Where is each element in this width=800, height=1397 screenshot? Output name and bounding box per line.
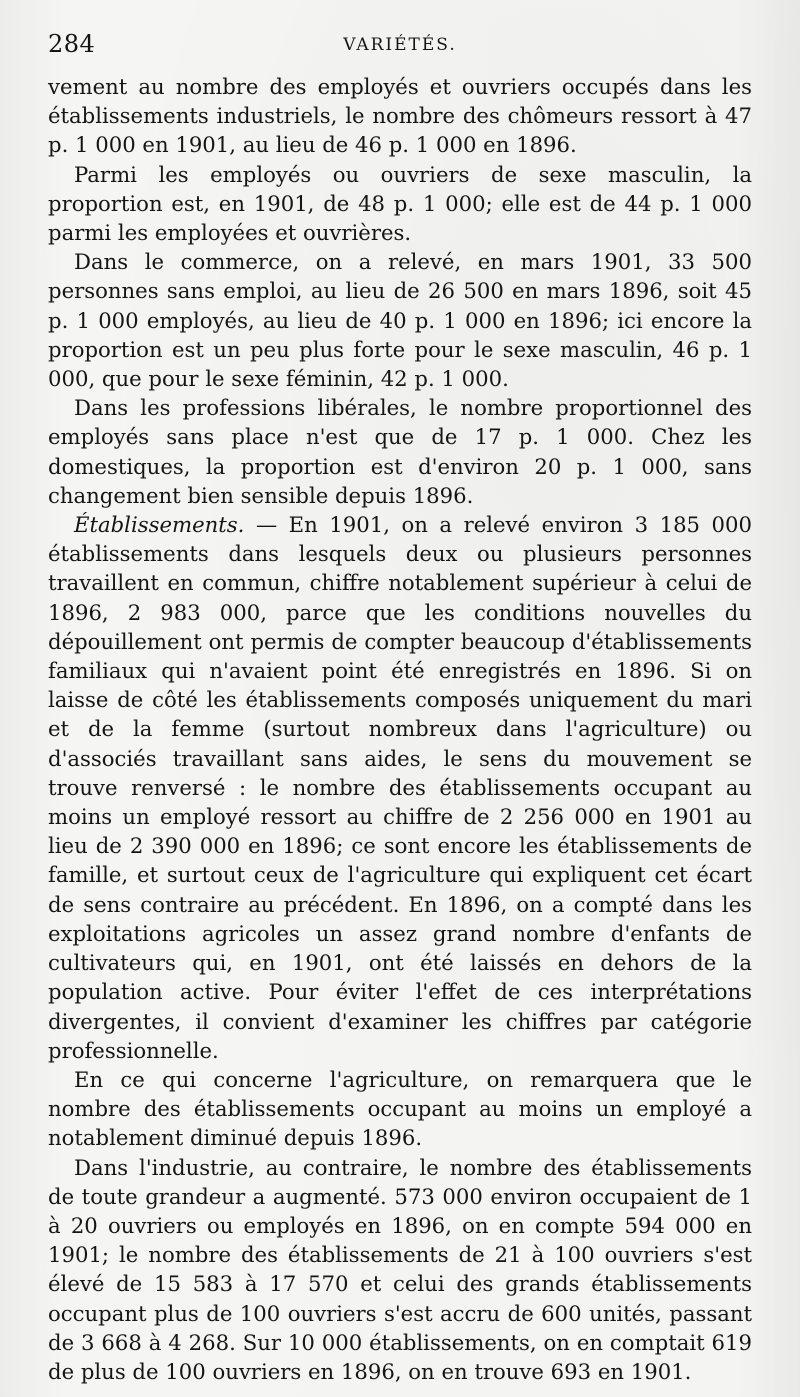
page-number: 284 xyxy=(48,30,96,58)
page-header xyxy=(48,30,752,64)
paragraph-text: Dans le commerce, on a relevé, en mars 1901, 33 500 personnes sans emploi, au lieu de 26 500 en mars 1896, soit 45 p. 1 000 employés, au lieu de 40 p. 1 000 en 1896; ici encore la proportion est un peu plus forte pour le sexe masculin, 46 p. 1 000, que pour le sexe féminin, 42 p. 1 000. xyxy=(48,249,752,392)
paragraph-text: vement au nombre des employés et ouvriers occupés dans les établissements industriels, le nombre des chômeurs ressort à 47 p. 1 000 en 1901, au lieu de 46 p. 1 000 en 1896. xyxy=(48,74,752,158)
paragraph-text: Parmi les employés ou ouvriers de sexe masculin, la proportion est, en 1901, de 48 p. 1 000; elle est de 44 p. 1 000 parmi les employées et ouvrières. xyxy=(48,161,752,246)
paragraph-liberal-professions xyxy=(48,393,752,510)
paragraph-industrie xyxy=(48,1153,752,1387)
paragraph-text: En ce qui concerne l'agriculture, on remarquera que le nombre des établissements occupant au moins un employé a notablement diminué depuis 1896. xyxy=(48,1066,752,1151)
paragraph-agriculture xyxy=(48,1065,752,1153)
paragraph-etablissements xyxy=(48,510,752,1065)
paragraph-commerce xyxy=(48,247,752,393)
body-text xyxy=(48,72,752,1386)
section-lead: Établissements. xyxy=(74,512,245,538)
paragraph-text: Dans les professions libérales, le nombre proportionnel des employés sans place n'est que de 17 p. 1 000. Chez les domestiques, la proportion est d'environ 20 p. 1 000, sans changement bien sensible depuis 1896. xyxy=(48,395,752,508)
paragraph-continuation xyxy=(48,72,752,160)
paragraph-text: Dans l'industrie, au contraire, le nombre des établissements de toute grandeur a augmenté. 573 000 environ occupaient de 1 à 20 ouvriers ou employés en 1896, on en compte 594 000 en 1901; le nombre des établissements de 21 à 100 ouvriers s'est élevé de 15 583 à 17 570 et celui des grands établissements occupant plus de 100 ouvriers s'est accru de 600 unités, passant de 3 668 à 4 268. Sur 10 000 établissements, on en comptait 619 de plus de 100 ouvriers en 1896, on en trouve 693 en 1901. xyxy=(48,1154,752,1384)
running-head: VARIÉTÉS. xyxy=(343,35,457,55)
paragraph-text: — En 1901, on a relevé environ 3 185 000 établissements dans lesquels deux ou plusieurs personnes travaillent en commun, chiffre notablement supérieur à celui de 1896, 2 983 000, parce que les conditions nouvelles du dépouillement ont permis de compter beaucoup d'établissements familiaux qui n'avaient point été enregistrés en 1896. Si on laisse de côté les établissements composés uniquement du mari et de la femme (surtout nombreux dans l'agriculture) ou d'associés travaillant sans aides, le sens du mouvement se trouve renversé : le nombre des établissements occupant au moins un employé ressort au chiffre de 2 256 000 en 1901 au lieu de 2 390 000 en 1896; ce sont encore les établissements de famille, et surtout ceux de l'agriculture qui expliquent cet écart de sens contraire au précédent. En 1896, on a compté dans les exploitations agricoles un assez grand nombre d'enfants de cultivateurs qui, en 1901, ont été laissés en dehors de la population active. Pour éviter l'effet de ces interprétations divergentes, il convient d'examiner les chiffres par catégorie professionnelle. xyxy=(48,512,752,1063)
paragraph-sex-proportion xyxy=(48,160,752,248)
